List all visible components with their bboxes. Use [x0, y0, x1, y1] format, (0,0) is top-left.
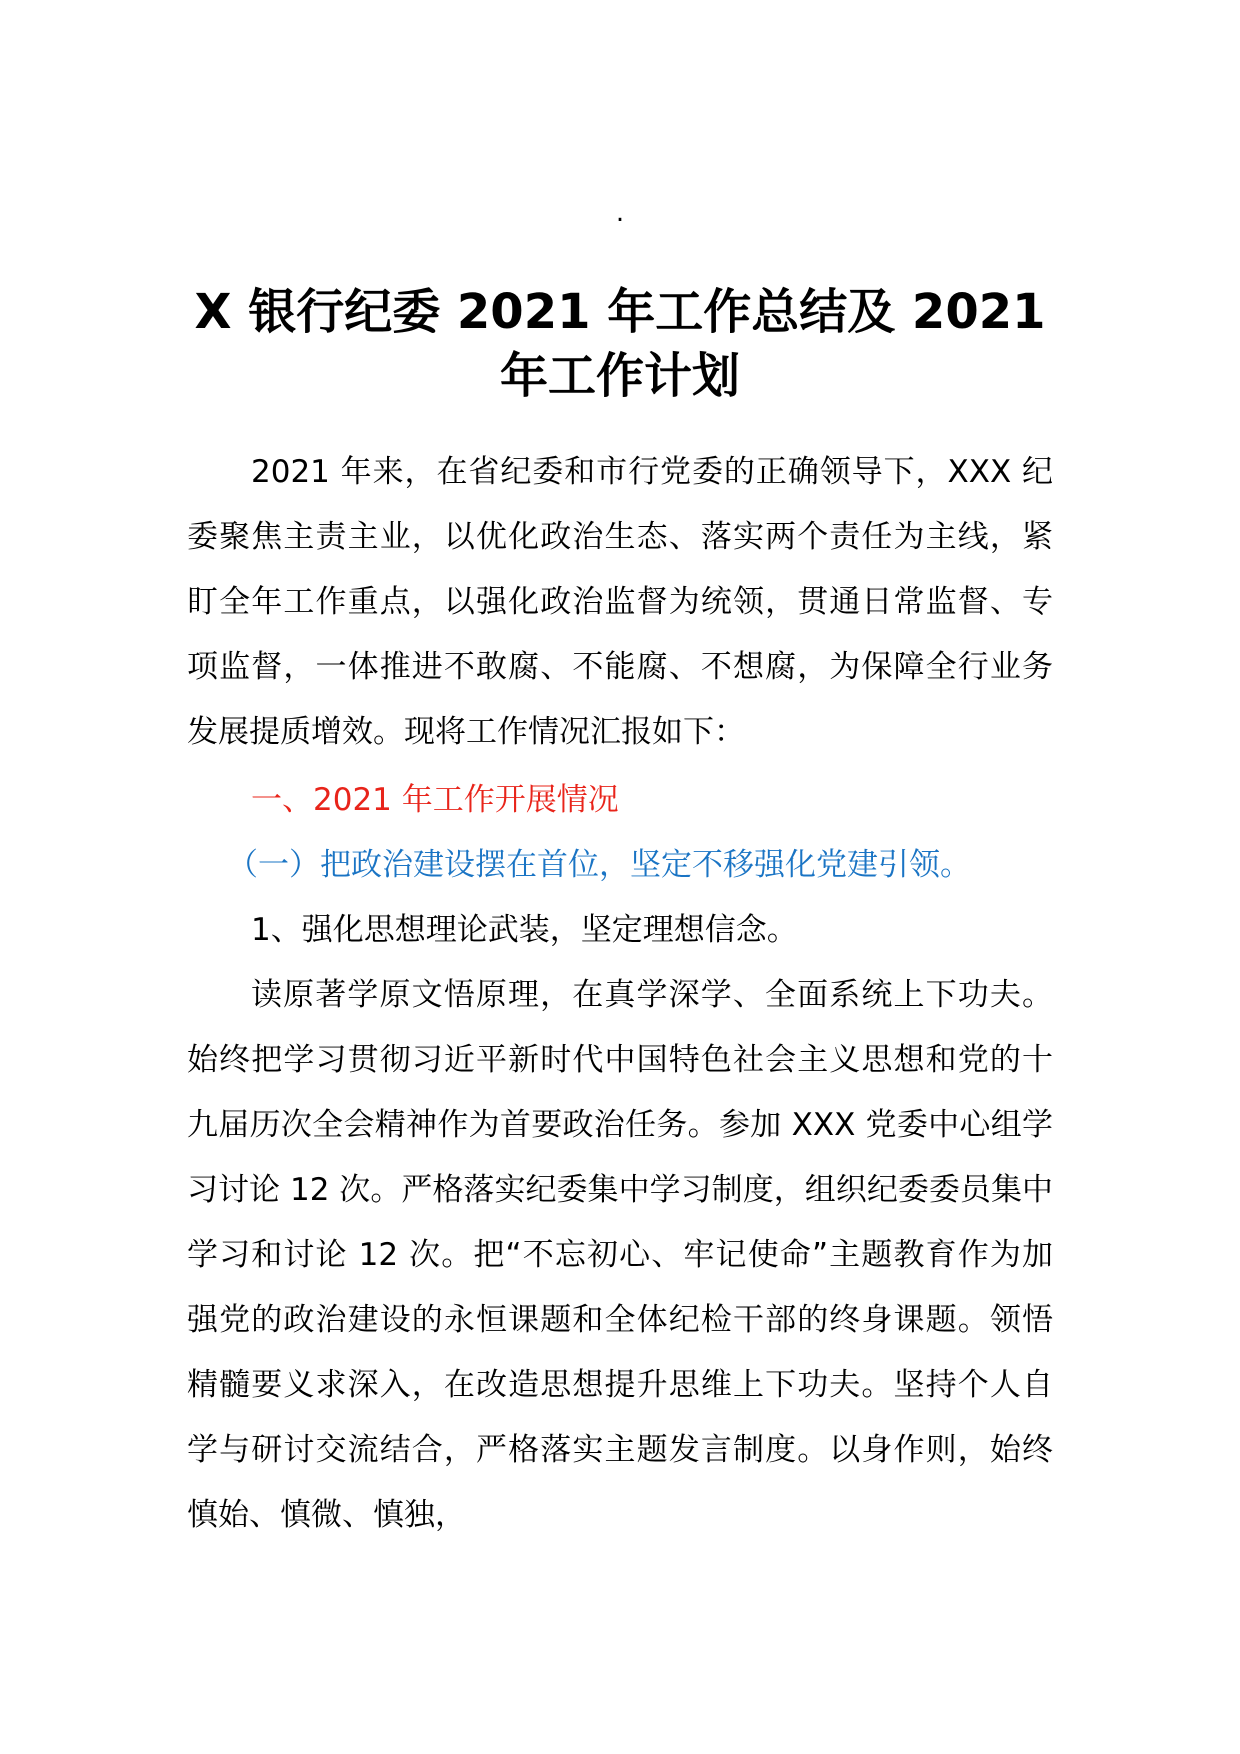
document-title: X 银行纪委 2021 年工作总结及 2021 年工作计划 [194, 284, 1046, 404]
subsection-heading: （一）把政治建设摆在首位，坚定不移强化党建引领。 [227, 847, 971, 883]
item-heading: 1、强化思想理论武装，坚定理想信念。 [251, 912, 798, 948]
header-dot: . [615, 198, 625, 228]
body-paragraph: 读原著学原文悟原理，在真学深学、全面系统上下功夫。始终把学习贯彻习近平新时代中国特色社会主义思想和党的十九届历次全会精神作为首要政治任务。参加 XXX 党委中心组学习讨论 12 次。严格落实纪委集中学习制度，组织纪委委员集中学习和讨论 12 次。把“不忘初心、牢记使命”主题教育作为加强党的政治建设的永恒课题和全体纪检干部的终身课题。领悟精髓要义求深入，在改造思想提升思维上下功夫。坚持个人自学与研讨交流结合，严格落实主题发言制度。以身作则，始终慎始、慎微、慎独， [187, 977, 1053, 1533]
intro-paragraph: 2021 年来，在省纪委和市行党委的正确领导下，XXX 纪委聚焦主责主业，以优化政治生态、落实两个责任为主线，紧盯全年工作重点，以强化政治监督为统领，贯通日常监督、专项监督，一体推进不敢腐、不能腐、不想腐，为保障全行业务发展提质增效。现将工作情况汇报如下： [187, 454, 1053, 750]
section-heading: 一、2021 年工作开展情况 [251, 782, 619, 818]
